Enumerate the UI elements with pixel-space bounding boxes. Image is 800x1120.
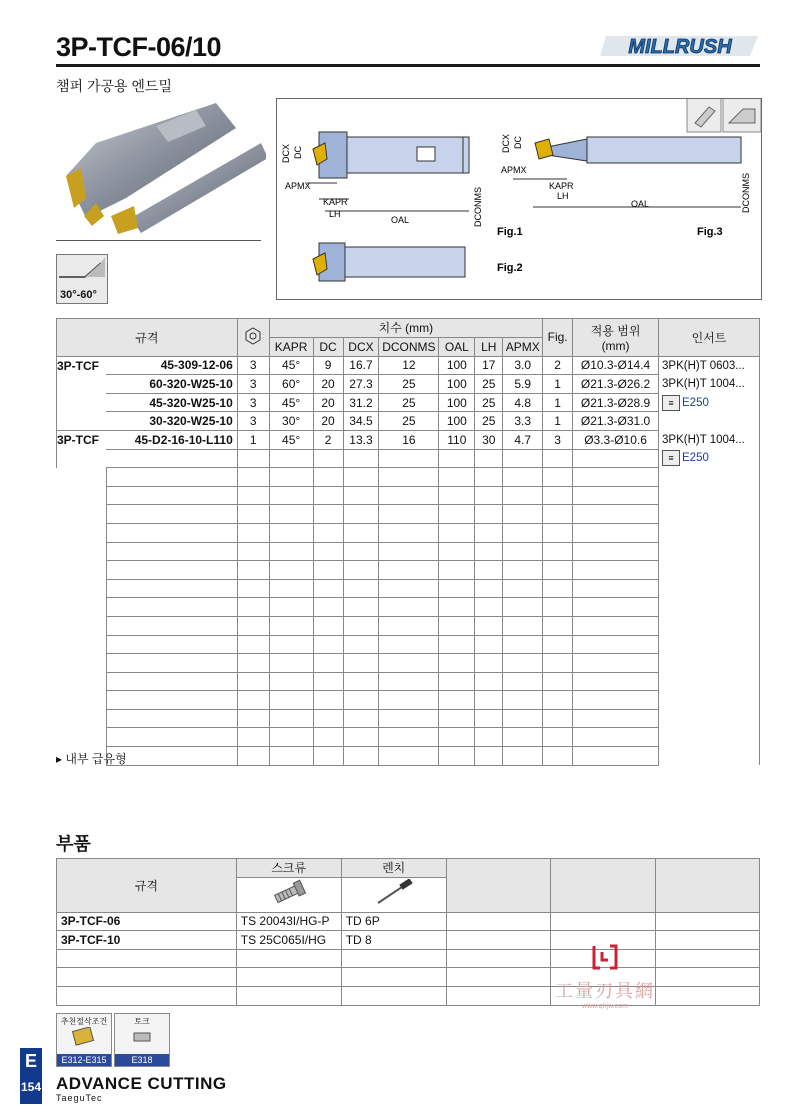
spec-cell-dcx: 13.3: [343, 430, 379, 449]
spec-code: 45-320-W25-10: [106, 393, 237, 412]
spec-code: 30-320-W25-10: [106, 412, 237, 431]
spec-cell-apmx: 5.9: [503, 375, 543, 394]
parts-cell-wrench: TD 6P: [341, 912, 446, 931]
spec-cell-oal: 100: [439, 393, 475, 412]
spec-code: 60-320-W25-10: [106, 375, 237, 394]
spec-cell-z: [237, 449, 269, 468]
flute-count-icon: [237, 319, 269, 357]
spec-row: [57, 412, 760, 431]
spec-cell-dcx: 31.2: [343, 393, 379, 412]
svg-text:DCONMS: DCONMS: [741, 173, 751, 213]
spec-row: [57, 393, 760, 412]
svg-text:Fig.2: Fig.2: [497, 262, 523, 274]
spec-cell-oal: 100: [439, 412, 475, 431]
spec-cell-dc: 2: [313, 430, 343, 449]
parts-title: 부품: [56, 834, 91, 854]
spec-cell-dcx: 34.5: [343, 412, 379, 431]
spec-subheader: OAL: [439, 337, 475, 356]
parts-header-code: 규격: [57, 859, 237, 913]
spec-cell-range: Ø3.3-Ø10.6: [573, 430, 659, 449]
spec-header-code: 규격: [57, 319, 238, 357]
spec-cell-z: 3: [237, 412, 269, 431]
parts-cell-code: 3P-TCF-10: [57, 931, 237, 950]
spec-cell-lh: 25: [475, 375, 503, 394]
spec-insert: 3PK(H)T 1004...: [659, 430, 760, 449]
spec-cell-fig: 1: [543, 412, 573, 431]
spec-cell-oal: 100: [439, 375, 475, 394]
svg-text:DCONMS: DCONMS: [473, 187, 483, 227]
spec-cell-dcx: 16.7: [343, 356, 379, 375]
svg-text:OAL: OAL: [631, 199, 650, 209]
spec-cell-range: [573, 449, 659, 468]
spec-blank-row: [57, 654, 760, 673]
spec-insert[interactable]: ≡ E250: [659, 449, 760, 468]
spec-blank-row: [57, 747, 760, 766]
spec-blank-row: [57, 691, 760, 710]
spec-cell-kapr: 30°: [269, 412, 313, 431]
spec-row: [57, 375, 760, 394]
spec-cell-dconms: [379, 449, 439, 468]
spec-cell-dc: 20: [313, 393, 343, 412]
svg-text:OAL: OAL: [391, 215, 410, 225]
svg-text:MILLRUSH: MILLRUSH: [628, 36, 732, 58]
spec-cell-lh: 17: [475, 356, 503, 375]
spec-cell-fig: 1: [543, 375, 573, 394]
spec-cell-fig: 1: [543, 393, 573, 412]
spec-cell-dcx: 27.3: [343, 375, 379, 394]
dimension-figure: [276, 98, 762, 300]
svg-text:APMX: APMX: [501, 165, 527, 175]
spec-blank-row: [57, 709, 760, 728]
spec-row: [57, 430, 760, 449]
spec-cell-range: Ø21.3-Ø31.0: [573, 412, 659, 431]
svg-text:DCX: DCX: [281, 143, 291, 163]
spec-cell-oal: 110: [439, 430, 475, 449]
spec-cell-z: 3: [237, 356, 269, 375]
spec-cell-dconms: 25: [379, 412, 439, 431]
spec-code: 45-309-12-06: [106, 356, 237, 375]
spec-insert: 3PK(H)T 0603...: [659, 356, 760, 375]
parts-cell-code: 3P-TCF-06: [57, 912, 237, 931]
spec-cell-fig: [543, 449, 573, 468]
spec-cell-fig: 2: [543, 356, 573, 375]
spec-cell-lh: 30: [475, 430, 503, 449]
spec-cell-dconms: 16: [379, 430, 439, 449]
spec-subheader: LH: [475, 337, 503, 356]
spec-cell-apmx: 4.8: [503, 393, 543, 412]
spec-cell-kapr: 45°: [269, 393, 313, 412]
spec-cell-oal: [439, 449, 475, 468]
spec-prefix: 3P-TCF: [57, 430, 107, 449]
watermark: 工量刃具網 www.qlrjw.com: [535, 942, 675, 1016]
spec-cell-kapr: 45°: [269, 356, 313, 375]
spec-blank-row: [57, 616, 760, 635]
spec-code: 45-D2-16-10-L110: [106, 430, 237, 449]
spec-insert[interactable]: ≡ E250: [659, 393, 760, 412]
spec-header-range: 적용 범위 (mm): [573, 319, 659, 357]
svg-text:DC: DC: [293, 146, 303, 159]
svg-text:Fig.3: Fig.3: [697, 226, 723, 238]
title-rule: [56, 64, 760, 67]
svg-text:DC: DC: [513, 136, 523, 149]
spec-cell-dc: 20: [313, 375, 343, 394]
spec-blank-row: [57, 728, 760, 747]
parts-row: [57, 912, 760, 931]
spec-insert: [659, 412, 760, 431]
spec-insert: 3PK(H)T 1004...: [659, 375, 760, 394]
spec-prefix: [57, 449, 107, 468]
wrench-icon: [341, 877, 446, 912]
spec-blank-row: [57, 561, 760, 580]
tool-photo: [56, 98, 266, 238]
spec-cell-range: Ø10.3-Ø14.4: [573, 356, 659, 375]
spec-row: [57, 449, 760, 468]
spec-cell-kapr: 60°: [269, 375, 313, 394]
chamfer-angle-icon: [56, 254, 108, 304]
spec-blank-row: [57, 523, 760, 542]
page-ref-icon: ≡: [662, 450, 680, 466]
spec-cell-dconms: 25: [379, 375, 439, 394]
spec-blank-row: [57, 672, 760, 691]
spec-cell-apmx: 3.0: [503, 356, 543, 375]
spec-cell-z: 3: [237, 375, 269, 394]
spec-cell-z: 3: [237, 393, 269, 412]
svg-text:KAPR: KAPR: [549, 181, 574, 191]
spec-blank-row: [57, 505, 760, 524]
svg-text:DCX: DCX: [501, 133, 511, 153]
divider: [56, 240, 261, 241]
angle-range-label: 30°-60°: [60, 289, 97, 301]
brand-sub: TaeguTec: [56, 1093, 103, 1103]
svg-text:LH: LH: [329, 209, 341, 219]
millrush-logo: [600, 32, 760, 60]
svg-text:APMX: APMX: [285, 181, 311, 191]
spec-subheader: APMX: [503, 337, 543, 356]
spec-table: [56, 318, 760, 766]
spec-prefix: [57, 412, 107, 431]
spec-cell-apmx: 4.7: [503, 430, 543, 449]
spec-header-fig: Fig.: [543, 319, 573, 357]
svg-text:LH: LH: [557, 191, 569, 201]
spec-subheader: KAPR: [269, 337, 313, 356]
page-subtitle: 챔퍼 가공용 엔드밀: [56, 78, 172, 94]
spec-cell-dc: [313, 449, 343, 468]
spec-blank-row: [57, 598, 760, 617]
spec-blank-row: [57, 579, 760, 598]
spec-cell-dconms: 12: [379, 356, 439, 375]
spec-prefix: 3P-TCF: [57, 356, 107, 375]
spec-cell-dc: 20: [313, 412, 343, 431]
spec-blank-row: [57, 542, 760, 561]
parts-header-screw: 스크류: [236, 859, 341, 878]
spec-cell-oal: 100: [439, 356, 475, 375]
torque-badge[interactable]: 토크 E318: [114, 1013, 170, 1067]
spec-subheader: DC: [313, 337, 343, 356]
cutting-conditions-badge[interactable]: 추천절삭조건 E312-E315: [56, 1013, 112, 1067]
brand-logo: ADVANCE CUTTING: [56, 1074, 227, 1093]
spec-cell-range: Ø21.3-Ø26.2: [573, 375, 659, 394]
spec-cell-dc: 9: [313, 356, 343, 375]
spec-header-dims: 치수 (mm): [269, 319, 543, 338]
spec-cell-apmx: [503, 449, 543, 468]
parts-cell-screw: TS 20043I/HG-P: [236, 912, 341, 931]
spec-cell-fig: 3: [543, 430, 573, 449]
spec-cell-lh: 25: [475, 393, 503, 412]
spec-blank-row: [57, 635, 760, 654]
spec-header-insert: 인서트: [659, 319, 760, 357]
spec-prefix: [57, 375, 107, 394]
spec-cell-kapr: 45°: [269, 430, 313, 449]
page-title: 3P-TCF-06/10: [56, 32, 222, 62]
spec-cell-lh: 25: [475, 412, 503, 431]
parts-header-wrench: 렌치: [341, 859, 446, 878]
screw-icon: [236, 877, 341, 912]
spec-cell-lh: [475, 449, 503, 468]
page-ref-icon: ≡: [662, 395, 680, 411]
spec-cell-range: Ø21.3-Ø28.9: [573, 393, 659, 412]
spec-subheader: DCONMS: [379, 337, 439, 356]
coolant-note: ▸ 내부 급유형: [56, 752, 127, 766]
svg-text:KAPR: KAPR: [323, 197, 348, 207]
spec-cell-kapr: [269, 449, 313, 468]
spec-cell-z: 1: [237, 430, 269, 449]
spec-code: [106, 449, 237, 468]
spec-cell-dcx: [343, 449, 379, 468]
section-tab: E 154: [20, 1048, 42, 1104]
spec-row: [57, 356, 760, 375]
parts-cell-screw: TS 25C065I/HG: [236, 931, 341, 950]
svg-text:Fig.1: Fig.1: [497, 226, 523, 238]
spec-subheader: DCX: [343, 337, 379, 356]
spec-blank-row: [57, 486, 760, 505]
spec-blank-row: [57, 468, 760, 487]
spec-cell-apmx: 3.3: [503, 412, 543, 431]
spec-prefix: [57, 393, 107, 412]
parts-cell-wrench: TD 8: [341, 931, 446, 950]
spec-cell-dconms: 25: [379, 393, 439, 412]
